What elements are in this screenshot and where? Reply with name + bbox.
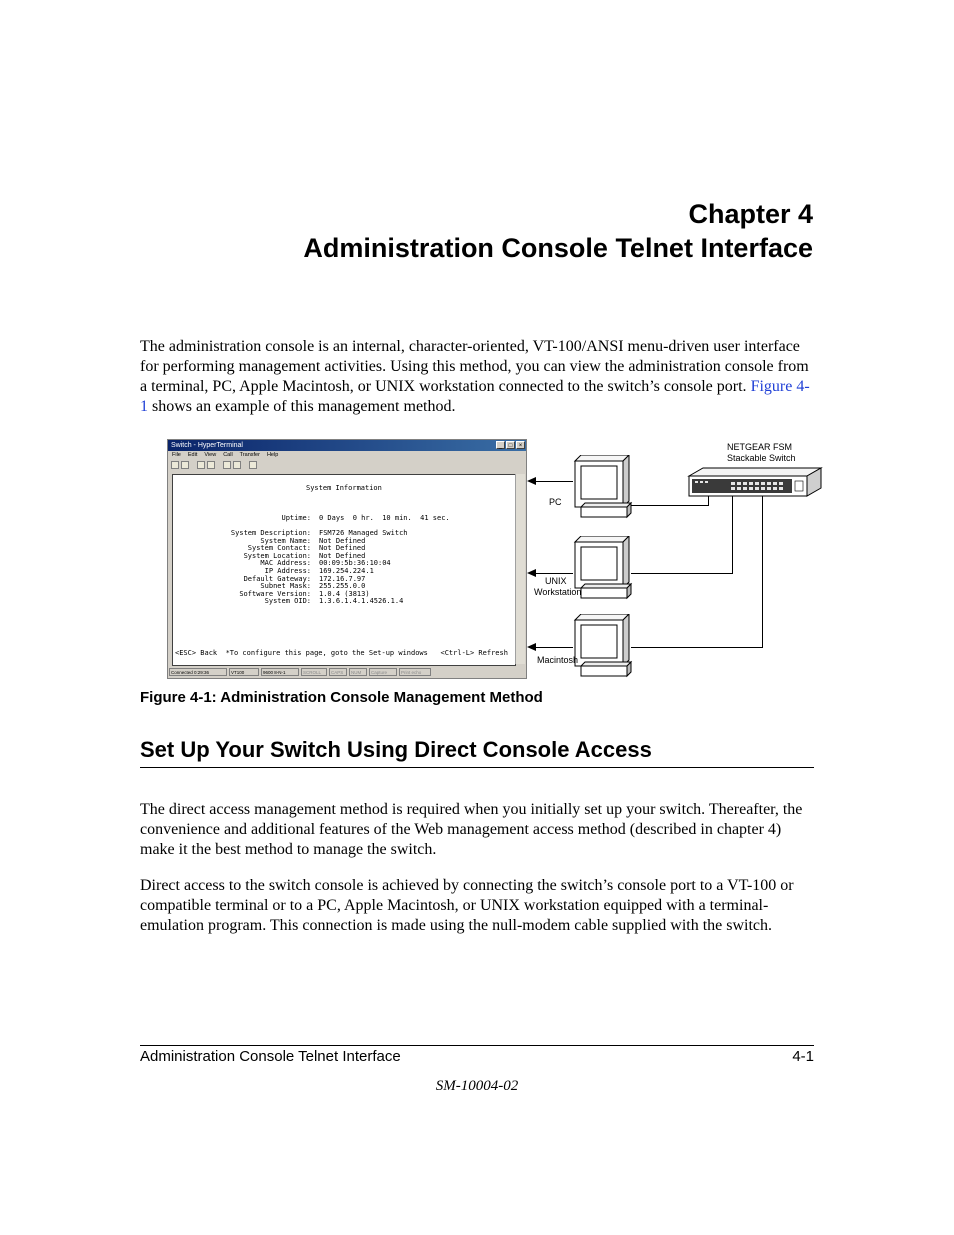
mac-link-line (631, 647, 763, 648)
pc-arrow-line (533, 481, 573, 482)
status-scroll: SCROLL (301, 668, 327, 676)
unix-label-line2: Workstation (534, 587, 582, 597)
hyperterminal-window (167, 439, 527, 679)
terminal-bottom-line: <ESC> Back *To configure this page, goto the Set-up windows <Ctrl-L> Refresh (175, 649, 508, 657)
menu-view[interactable]: View (204, 452, 217, 458)
status-emulation: VT100 (229, 668, 259, 676)
field-label: System Location: (243, 551, 311, 560)
menu-edit[interactable]: Edit (187, 452, 198, 458)
field-label: Subnet Mask: (260, 582, 311, 591)
minimize-icon[interactable]: _ (496, 441, 505, 449)
footer-rule (140, 1045, 814, 1046)
unix-arrow-icon (527, 569, 536, 577)
field-label: System OID: (264, 597, 311, 606)
field-label: System Contact: (247, 544, 311, 553)
mac-port-line (762, 496, 763, 648)
status-bar (169, 668, 523, 677)
switch-port-line (708, 496, 709, 505)
pc-label: PC (549, 497, 562, 507)
field-value: Not Defined (319, 536, 366, 545)
switch-label-line2: Stackable Switch (727, 453, 796, 463)
chapter-title (303, 197, 813, 265)
intro-paragraph: The administration console is an internal, character-oriented, VT-100/ANSI menu-driven user interface for performing management activities. Using this method, you can view the administration console from a terminal, PC, Apple Macintosh, or UNIX workstation connected to the switch’s console port. Figure 4-1 shows an example of this management method. (140, 338, 810, 415)
menu-call[interactable]: Call (223, 452, 233, 458)
section-paragraph-1: The direct access management method is required when you initially set up your switch. Thereafter, the convenience and additional features of the Web management access method (described in chapter 4) make it the best method to manage the switch. (140, 801, 803, 858)
section-rule (140, 767, 814, 768)
field-value: FSM726 Managed Switch (319, 529, 408, 537)
mac-arrow-icon (527, 643, 536, 651)
uptime-value: 0 Days 0 hr. 10 min. 41 sec. (319, 514, 450, 522)
maximize-icon[interactable]: □ (506, 441, 515, 449)
send-icon[interactable] (223, 461, 231, 469)
chapter-name: Administration Console Telnet Interface (303, 233, 813, 263)
status-print-echo: Print echo (399, 668, 431, 676)
toolbar (168, 459, 526, 470)
status-num: NUM (349, 668, 367, 676)
field-value: Not Defined (319, 544, 366, 553)
unix-label-line1: UNIX (545, 576, 567, 586)
pc-link-line (631, 505, 709, 506)
figure-management-method (167, 439, 827, 679)
close-icon[interactable]: × (516, 441, 525, 449)
field-label: System Name: (260, 536, 311, 545)
menu-file[interactable]: File (172, 452, 181, 458)
uptime-label: Uptime: (281, 514, 311, 522)
figure-link[interactable]: Figure 4-1 (140, 378, 810, 415)
terminal-screen[interactable] (172, 474, 516, 666)
field-label: Default Gateway: (243, 574, 311, 583)
menu-help[interactable]: Help (266, 452, 279, 458)
status-caps: CAPS (329, 668, 347, 676)
status-capture: Capture (369, 668, 397, 676)
new-icon[interactable] (171, 461, 179, 469)
field-label: IP Address: (264, 567, 311, 575)
pc-computer-icon (573, 455, 633, 519)
chapter-number: Chapter 4 (688, 199, 813, 229)
section-heading: Set Up Your Switch Using Direct Console Access (140, 737, 652, 762)
field-label: MAC Address: (260, 559, 311, 568)
disconnect-icon[interactable] (207, 461, 215, 469)
field-value: Not Defined (319, 551, 366, 560)
receive-icon[interactable] (233, 461, 241, 469)
status-port-settings: 9600 8-N-1 (261, 668, 299, 676)
open-icon[interactable] (181, 461, 189, 469)
connect-icon[interactable] (197, 461, 205, 469)
unix-arrow-line (533, 573, 573, 574)
menu-transfer[interactable]: Transfer (239, 452, 260, 458)
pc-arrow-icon (527, 477, 536, 485)
screen-title: System Information (306, 484, 382, 492)
footer-chapter-title: Administration Console Telnet Interface (140, 1048, 401, 1065)
macintosh-label: Macintosh (537, 655, 579, 665)
unix-link-line (631, 573, 733, 574)
mac-arrow-line (533, 647, 573, 648)
unix-port-line (732, 496, 733, 574)
switch-label-line1: NETGEAR FSM (727, 442, 793, 452)
document-id: SM-10004-02 (435, 1078, 519, 1094)
field-label: Software Version: (239, 589, 311, 598)
status-connected: Connected 0:29:36 (169, 668, 227, 676)
macintosh-icon (573, 614, 633, 678)
window-title-bar: Switch - HyperTerminal _ □ × (168, 440, 526, 451)
field-value: 169.254.224.1 (319, 567, 374, 575)
footer-page-number: 4-1 (792, 1048, 814, 1065)
properties-icon[interactable] (249, 461, 257, 469)
vertical-scrollbar[interactable] (515, 474, 525, 664)
switch-icon (683, 466, 827, 504)
field-value: 255.255.0.0 (319, 582, 366, 591)
field-value: 1.0.4 (3813) (319, 589, 370, 598)
field-value: 172.16.7.97 (319, 574, 366, 583)
field-value: 00:09:5b:36:10:04 (319, 559, 391, 568)
figure-caption: Figure 4-1: Administration Console Management Method (140, 689, 543, 706)
menu-bar (168, 451, 526, 459)
field-value: 1.3.6.1.4.1.4526.1.4 (319, 597, 404, 606)
section-paragraph-2: Direct access to the switch console is achieved by connecting the switch’s console port to a VT-100 or compatible terminal or to a PC, Apple Macintosh, or UNIX workstation equipped with a terminal-emulation program. This connection is made using the null-modem cable supplied with the switch. (140, 877, 794, 934)
field-label: System Description: (230, 529, 311, 537)
unix-workstation-icon (573, 536, 633, 600)
